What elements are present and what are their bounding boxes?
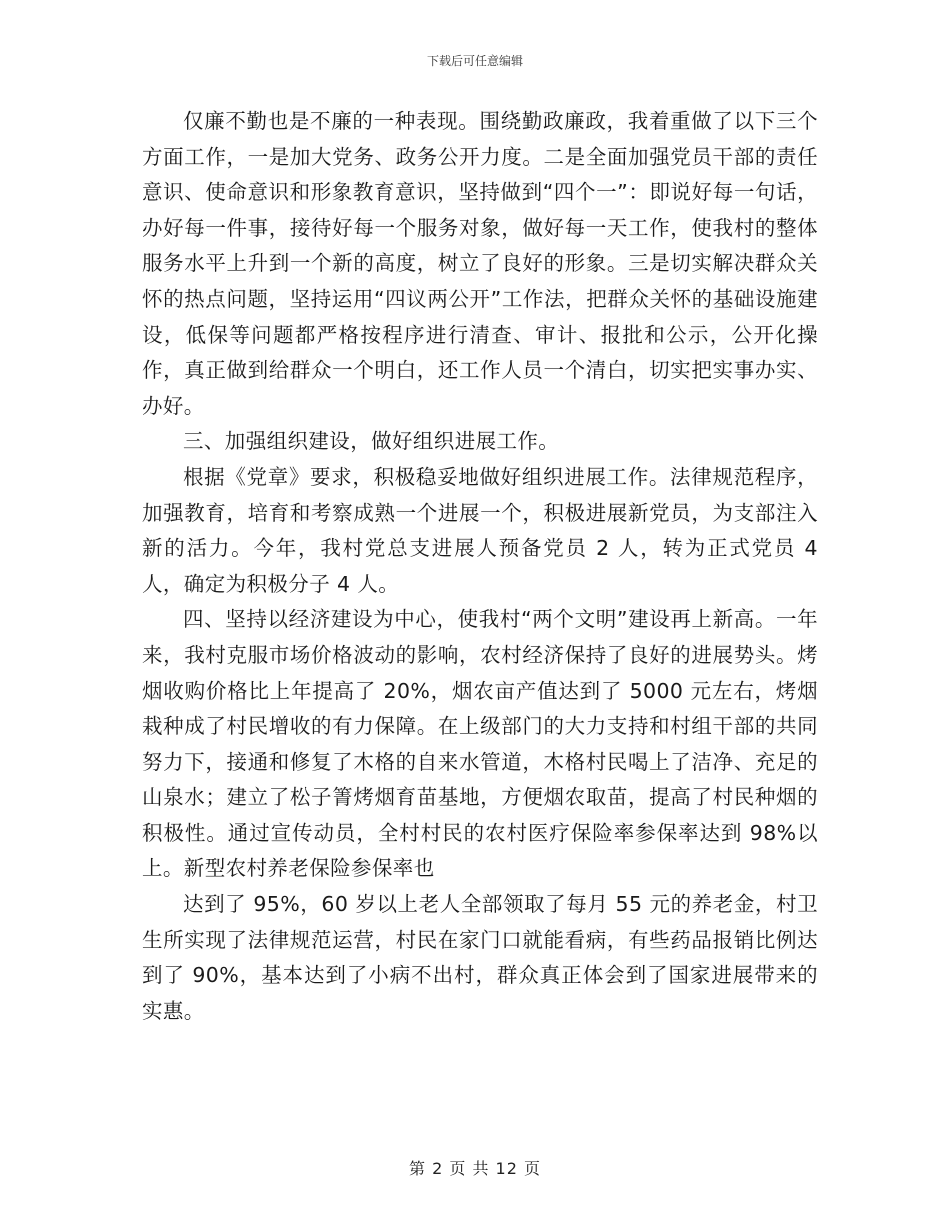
paragraph-integrity: 仅廉不勤也是不廉的一种表现。围绕勤政廉政，我着重做了以下三个方面工作，一是加大党务、政务公开力度。二是全面加强党员干部的责任意识、使命意识和形象教育意识，坚持做到“四个一”：即说好每一句话，办好每一件事，接待好每一个服务对象，做好每一天工作，使我村的整体服务水平上升到一个新的高度，树立了良好的形象。三是切实解决群众关怀的热点问题，坚持运用“四议两公开”工作法，把群众关怀的基础设施建设，低保等问题都严格按程序进行清查、审计、报批和公示，公开化操作，真正做到给群众一个明白，还工作人员一个清白，切实把实事办实、办好。: [142, 109, 818, 418]
document-body: [142, 104, 818, 1029]
paragraph-economy: 四、坚持以经济建设为中心，使我村“两个文明”建设再上新高。一年来，我村克服市场价格波动的影响，农村经济保持了良好的进展势头。烤烟收购价格比上年提高了 20%，烟农亩产值达到了 5000 元左右，烤烟栽种成了村民增收的有力保障。在上级部门的大力支持和村组干部的共同努力下，接通和修复了木格的自来水管道，木格村民喝上了洁净、充足的山泉水；建立了松子箐烤烟育苗基地，方便烟农取苗，提高了村民种烟的积极性。通过宣传动员，全村村民的农村医疗保险率参保率达到 98%以上。新型农村养老保险参保率也: [142, 607, 818, 881]
paragraph-organization: 根据《党章》要求，积极稳妥地做好组织进展工作。法律规范程序，加强教育，培育和考察成熟一个进展一个，积极进展新党员，为支部注入新的活力。今年，我村党总支进展人预备党员 2 人，转为正式党员 4 人，确定为积极分子 4 人。: [142, 464, 818, 596]
section-heading-organization: 三、加强组织建设，做好组织进展工作。: [183, 429, 560, 454]
page-number: 第 2 页 共 12 页: [409, 1159, 541, 1178]
page-header: 下载后可任意编辑: [426, 54, 523, 68]
paragraph-welfare: 达到了 95%，60 岁以上老人全部领取了每月 55 元的养老金，村卫生所实现了法律规范运营，村民在家门口就能看病，有些药品报销比例达到了 90%，基本达到了小病不出村，群众真正体会到了国家进展带来的实惠。: [142, 892, 818, 1023]
